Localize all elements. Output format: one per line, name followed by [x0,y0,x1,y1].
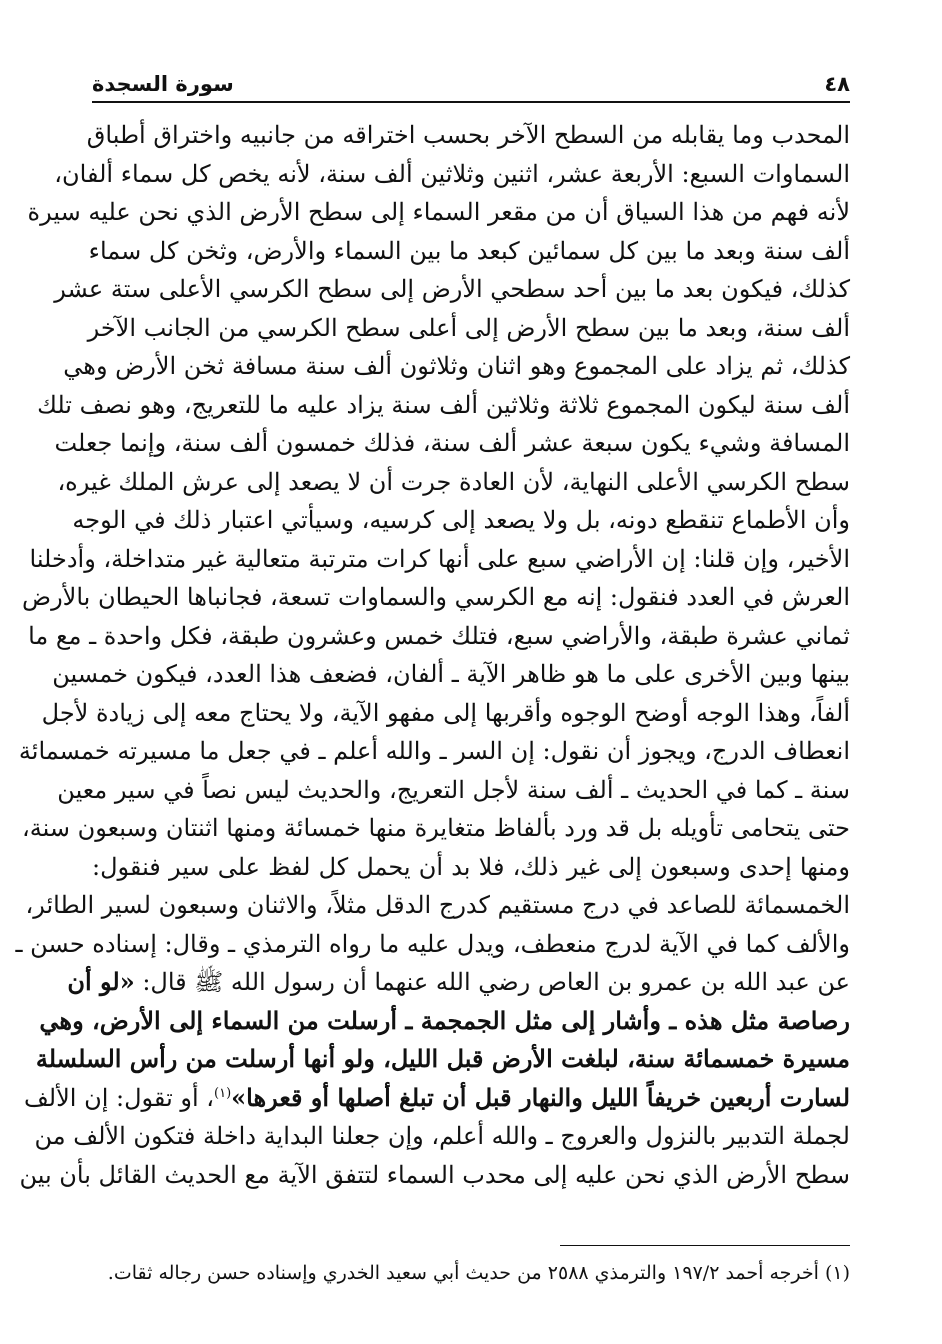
header-rule [92,101,850,103]
text-line: ومنها إحدى وسبعون إلى غير ذلك، فلا بد أن يحمل كل لفظ على سير فنقول: [92,852,850,881]
surah-title: سورة السجدة [92,72,234,96]
text-line: ألف سنة ليكون المجموع ثلاثة وثلاثين ألف سنة يزاد عليه ما للتعريج، وهو نصف تلك [37,390,850,419]
text-line: سطح الأرض الذي نحن عليه إلى محدب السماء لتتفق الآية مع الحديث القائل بأن بين [19,1160,850,1189]
footnote-rule [560,1245,850,1246]
page-header [92,62,850,96]
hadith-end: لسارت أربعين خريفاً الليل والنهار قبل أن تبلغ أصلها أو قعرها» [231,1082,850,1112]
text-line: انعطاف الدرج، ويجوز أن نقول: إن السر ـ والله أعلم ـ في جعل ما مسيرته خمسمائة [18,737,850,765]
text-line: والألف كما في الآية لدرج منعطف، ويدل عليه ما رواه الترمذي ـ وقال: إسناده حسن ـ [15,929,850,958]
text-line: كذلك، ثم يزاد على المجموع وهو اثنان وثلاثون ألف سنة مسافة ثخن الأرض وهي [63,352,850,380]
body-text [15,116,850,1194]
text-line: وأن الأطماع تنقطع دونه، بل ولا يصعد إلى كرسيه، وسيأتي اعتبار ذلك في الوجه [72,506,850,534]
text-line: الأخير، وإن قلنا: إن الأراضي سبع على أنها كرات مترتبة متعالية غير متداخلة، وأدخلنا [29,544,850,573]
text-line: الخمسمائة للصاعد في درج مستقيم كدرج الدقل مثلاً، والاثنان وسبعون لسير الطائر، [25,891,850,919]
text-line-hadith-intro [67,963,850,1002]
text-line: السماوات السبع: الأربعة عشر، اثنين وثلاثين ألف سنة، لأنه يخص كل سماء ألفان، [54,159,850,188]
text-line: بينها وبين الأخرى على ما هو ظاهر الآية ـ ألفان، فضعف هذا العدد، فيكون خمسين [52,660,850,688]
text-line: ألف سنة، وبعد ما بين سطح الأرض إلى أعلى سطح الكرسي من الجانب الآخر [87,313,850,342]
text-line: ألف سنة وبعد ما بين كل سمائين كبعد ما بين السماء والأرض، وثخن كل سماء [88,236,850,265]
text-line: العرش في العدد فنقول: إنه مع الكرسي والسماوات تسعة، فجانباها الحيطان بالأرض [22,583,850,611]
text-line: ثماني عشرة طبقة، والأراضي سبع، فتلك خمس وعشرون طبقة، فكل واحدة ـ مع ما [28,621,850,650]
text-line: كذلك، فيكون بعد ما بين أحد سطحي الأرض إلى سطح الكرسي الأعلى ستة عشر [54,275,850,303]
hadith-intro: عن عبد الله بن عمرو بن العاص رضي الله عنهما أن رسول الله ﷺ قال: [142,968,850,996]
hadith-line: مسيرة خمسمائة سنة، لبلغت الأرض قبل الليل، ولو أنها أرسلت من رأس السلسلة [35,1044,850,1073]
hadith-open: «لو أن [67,967,135,996]
footnote-marker: (١) [214,1085,232,1101]
text-line: المسافة وشيء يكون سبعة عشر ألف سنة، فذلك خمسون ألف سنة، وإنما جعلت [54,429,850,457]
text-line: سطح الكرسي الأعلى النهاية، لأن العادة جرت أن لا يصعد إلى عرش الملك غيره، [57,467,850,496]
text-line: حتى يتحامى تأويله بل قد ورد بألفاظ متغايرة منها خمسائة ومنها اثنتان وسبعون سنة، [22,814,850,842]
page-number: ٤٨ [824,72,850,96]
text-line-hadith-end [23,1079,850,1118]
after-hadith: ، أو تقول: إن الألف [23,1083,215,1112]
hadith-line: رصاصة مثل هذه ـ وأشار إلى مثل الجمجمة ـ أرسلت من السماء إلى الأرض، وهي [39,1005,850,1035]
footnote: (١) أخرجه أحمد ١٩٧/٢ والترمذي ٢٥٨٨ من حديث أبي سعيد الخدري وإسناده حسن رجاله ثقات. [107,1262,850,1284]
text-line: لجملة التدبير بالنزول والعروج ـ والله أعلم، وإن جعلنا البداية داخلة فتكون الألف من [34,1122,850,1150]
text-line: لأنه فهم من هذا السياق أن من مقعر السماء إلى سطح الأرض الذي نحن عليه سيرة [27,198,850,226]
text-line: سنة ـ كما في الحديث ـ ألف سنة لأجل التعريج، والحديث ليس نصاً في سير معين [57,775,850,804]
text-line: المحدب وما يقابله من السطح الآخر بحسب اختراقه من جانبيه واختراق أطباق [86,121,850,149]
text-line: ألفاً، وهذا الوجه أوضح الوجوه وأقربها إلى مفهو الآية، ولا يحتاج معه إلى زيادة لأجل [41,698,850,727]
